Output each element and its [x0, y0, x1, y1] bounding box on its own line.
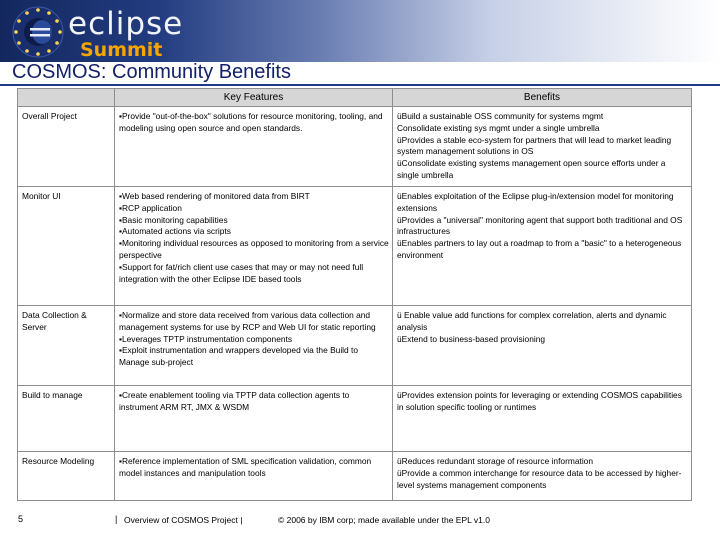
table-row [18, 386, 692, 452]
logo-wordmark: eclipse [68, 6, 184, 42]
table-row [18, 452, 692, 501]
eclipse-summit-logo [8, 4, 184, 61]
row-label: Overall Project [18, 107, 115, 187]
row-label: Resource Modeling [18, 452, 115, 501]
benefits-cell: üProvides extension points for leveraging or extending COSMOS capabilities in solution specific tooling or runtimes [393, 386, 692, 452]
key-features-cell: ▪Create enablement tooling via TPTP data collection agents to instrument ARM RT, JMX & WSDM [115, 386, 393, 452]
logo-summit: Summit [80, 39, 163, 61]
footer-divider: | [115, 514, 118, 524]
benefits-table [17, 88, 692, 501]
key-features-cell: ▪Provide "out-of-the-box" solutions for resource monitoring, tooling, and modeling using open source and open standards. [115, 107, 393, 187]
footer-presentation-title: Overview of COSMOS Project | [124, 515, 243, 525]
benefits-cell: üReduces redundant storage of resource information üProvide a common interchange for resource data to be accessed by higher-level systems management components [393, 452, 692, 501]
page-number: 5 [18, 514, 24, 524]
table-row [18, 306, 692, 386]
star-ring-icon [8, 4, 68, 60]
table-row [18, 107, 692, 187]
column-header-key-features: Key Features [115, 89, 393, 107]
page-title: COSMOS: Community Benefits [12, 61, 291, 83]
footer-copyright: © 2006 by IBM corp; made available under the EPL v1.0 [278, 515, 490, 525]
title-divider [0, 84, 720, 86]
table-header-row [18, 89, 692, 107]
column-header [18, 89, 115, 107]
benefits-cell: ü Enable value add functions for complex correlation, alerts and dynamic analysis üExtend to business-based provisioning [393, 306, 692, 386]
table-row [18, 187, 692, 306]
key-features-cell: ▪Reference implementation of SML specification validation, common model instances and manipulation tools [115, 452, 393, 501]
row-label: Build to manage [18, 386, 115, 452]
key-features-cell: ▪Normalize and store data received from various data collection and management systems for use by RCP and Web UI for static reporting ▪Leverages TPTP instrumentation components ▪Exploit instrumentation and wrappers developed via the Build to Manage sub-project [115, 306, 393, 386]
column-header-benefits: Benefits [393, 89, 692, 107]
key-features-cell: ▪Web based rendering of monitored data from BIRT ▪RCP application ▪Basic monitoring capabilities ▪Automated actions via scripts ▪Monitoring individual resources as opposed to monitoring from a service perspective ▪Support for fat/rich client use cases that may or may not need full integration with the other Eclipse IDE based tools [115, 187, 393, 306]
benefits-cell: üBuild a sustainable OSS community for systems mgmt Consolidate existing sys mgmt under a single umbrella üProvides a stable eco-system for partners that will lead to market leading system management solutions in OS üConsolidate existing systems management open source efforts under a single umbrella [393, 107, 692, 187]
row-label: Monitor UI [18, 187, 115, 306]
row-label: Data Collection & Server [18, 306, 115, 386]
benefits-cell: üEnables exploitation of the Eclipse plug-in/extension model for monitoring extensions üProvides a "universal" monitoring agent that support both traditional and OS infrastructures üEnables partners to lay out a roadmap to from a "basic" to a heterogeneous environment [393, 187, 692, 306]
